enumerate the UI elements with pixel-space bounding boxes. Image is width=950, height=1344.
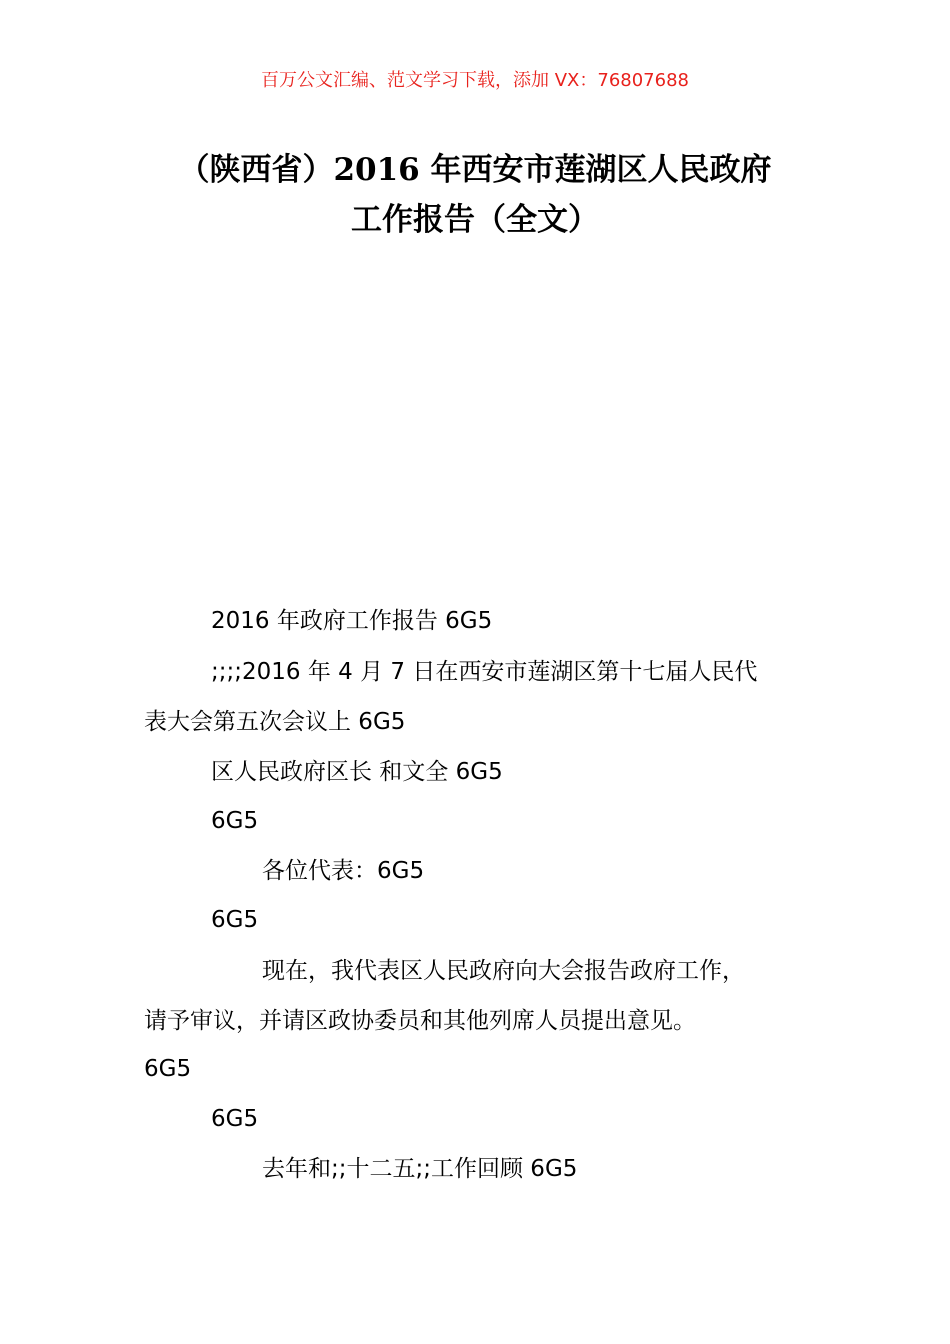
section-heading: 去年和;;十二五;;工作回顾 6G5 — [262, 1156, 578, 1182]
meeting-line-1: ;;;;2016 年 4 月 7 日在西安市莲湖区第十七届人民代 — [211, 659, 758, 685]
download-notice: 百万公文汇编、范文学习下载，添加 VX：76807688 — [261, 70, 689, 91]
report-heading: 2016 年政府工作报告 6G5 — [211, 608, 493, 634]
intro-paragraph-line-3: 6G5 — [144, 1056, 192, 1082]
speaker-line: 区人民政府区长 和文全 6G5 — [211, 759, 503, 785]
intro-paragraph-line-2: 请予审议，并请区政协委员和其他列席人员提出意见。 — [144, 1008, 696, 1034]
filler-line: 6G5 — [211, 1106, 259, 1132]
document-title-line-1: （陕西省）2016 年西安市莲湖区人民政府 — [178, 152, 772, 188]
intro-paragraph-line-1: 现在，我代表区人民政府向大会报告政府工作， — [262, 958, 745, 984]
meeting-line-2: 表大会第五次会议上 6G5 — [144, 709, 406, 735]
salutation: 各位代表：6G5 — [262, 858, 425, 884]
document-title-line-2: 工作报告（全文） — [351, 202, 599, 238]
filler-line: 6G5 — [211, 808, 259, 834]
filler-line: 6G5 — [211, 907, 259, 933]
